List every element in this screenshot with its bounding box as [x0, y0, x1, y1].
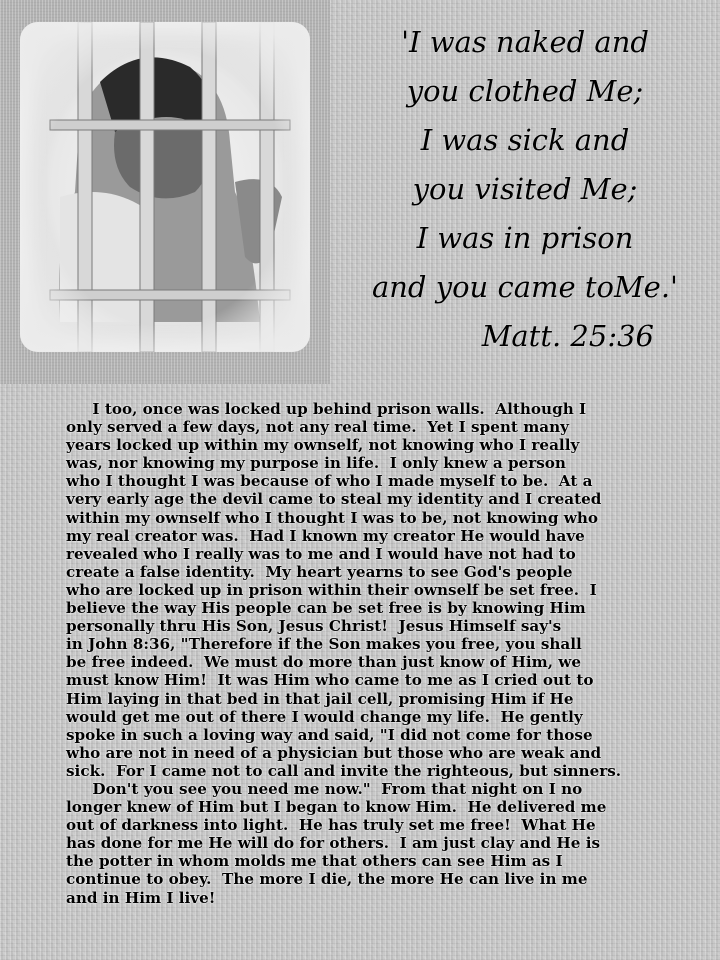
body-text-line: and in Him I live!: [66, 888, 216, 907]
body-text-line: who are not in need of a physician but those who are weak and: [66, 743, 602, 762]
body-text-line: years locked up within my ownself, not knowing who I really: [66, 436, 580, 455]
verse-line: 'I was naked and: [401, 25, 649, 59]
verse-line: and you came toMe.': [371, 270, 679, 304]
body-text-line: in John 8:36, "Therefore if the Son makes you free, you shall: [66, 635, 582, 654]
body-text-line: must know Him! It was Him who came to me as I cried out to: [66, 671, 594, 690]
verse-line: you visited Me;: [412, 172, 638, 206]
body-text-line: has done for me He will do for others. I am just clay and He is: [66, 834, 601, 853]
body-text-line: only served a few days, not any real time. Yet I spent many: [66, 418, 570, 437]
verse-reference: Matt. 25:36: [481, 319, 654, 353]
testimony-body: [66, 400, 678, 907]
scripture-verse: [340, 18, 710, 361]
body-text-line: spoke in such a loving way and said, "I did not come for those: [66, 725, 593, 744]
body-text-line: sick. For I came not to call and invite the righteous, but sinners.: [66, 761, 622, 780]
verse-line: I was in prison: [416, 221, 634, 255]
body-text-line: would get me out of there I would change my life. He gently: [66, 707, 583, 726]
prison-bars-illustration: [20, 22, 310, 352]
body-text-line: Him laying in that bed in that jail cell, promising Him if He: [66, 689, 574, 708]
body-text-line: personally thru His Son, Jesus Christ! Jesus Himself say's: [66, 617, 562, 636]
photo-panel: [0, 0, 330, 384]
body-text-line: be free indeed. We must do more than just know of Him, we: [66, 653, 582, 672]
body-text-line: my real creator was. Had I known my creator He would have: [66, 526, 585, 545]
body-text-line: within my ownself who I thought I was to be, not knowing who: [66, 508, 598, 527]
body-text-line: out of darkness into light. He has truly set me free! What He: [66, 816, 596, 835]
body-text-line: I too, once was locked up behind prison walls. Although I: [66, 400, 587, 418]
verse-line: I was sick and: [420, 123, 630, 157]
body-text-line: continue to obey. The more I die, the more He can live in me: [66, 870, 588, 889]
body-text-line: who are locked up in prison within their ownself be set free. I: [66, 580, 597, 599]
body-text-line: the potter in whom molds me that others can see Him as I: [66, 852, 563, 871]
body-text-line: Don't you see you need me now." From that night on I no: [66, 779, 583, 798]
body-text-line: was, nor knowing my purpose in life. I only knew a person: [66, 454, 566, 473]
body-text-line: revealed who I really was to me and I would have not had to: [66, 544, 576, 563]
body-text-line: believe the way His people can be set free is by knowing Him: [66, 599, 586, 618]
body-text-line: very early age the devil came to steal my identity and I created: [66, 490, 602, 509]
verse-line: you clothed Me;: [406, 74, 644, 108]
body-text-line: create a false identity. My heart yearns to see God's people: [66, 562, 573, 581]
prisoner-behind-bars-image: [20, 22, 310, 352]
body-text-line: longer knew of Him but I began to know Him. He delivered me: [66, 798, 607, 817]
body-text-line: who I thought I was because of who I made myself to be. At a: [66, 472, 593, 491]
